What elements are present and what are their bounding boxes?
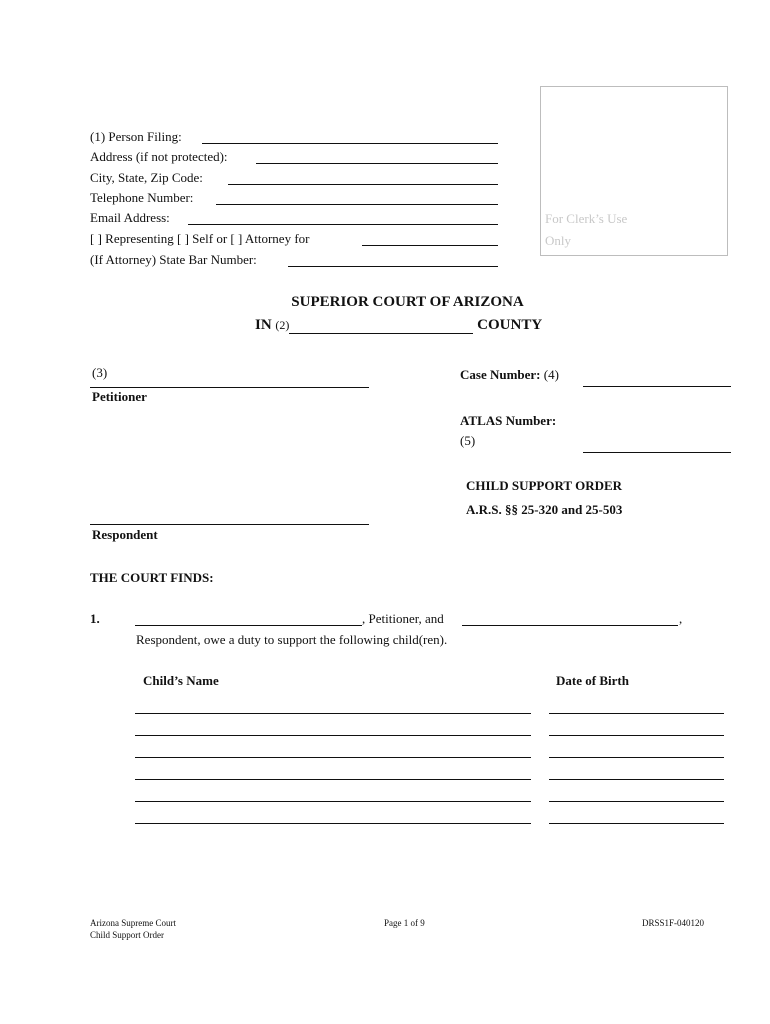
- state-bar-row: [90, 252, 500, 272]
- attorney-for-field[interactable]: [362, 245, 498, 246]
- telephone-row: [90, 190, 500, 210]
- finding-1-comma: ,: [679, 611, 683, 626]
- county-line: [255, 316, 542, 334]
- address-row: [90, 149, 500, 169]
- child-name-field[interactable]: [135, 713, 531, 714]
- atlas-number-field[interactable]: [583, 452, 731, 453]
- county-label: COUNTY: [477, 317, 543, 333]
- finding-1-petitioner-field[interactable]: [135, 625, 362, 626]
- petitioner-num: (3): [92, 365, 108, 380]
- person-filing-row: [90, 129, 500, 149]
- finding-1-line2: Respondent, owe a duty to support the following child(ren).: [136, 632, 448, 647]
- child-dob-field[interactable]: [549, 823, 724, 824]
- child-dob-field[interactable]: [549, 757, 724, 758]
- petitioner-field[interactable]: [90, 387, 369, 388]
- finding-1-respondent-field[interactable]: [462, 625, 678, 626]
- clerk-box-line2: Only: [545, 233, 571, 248]
- footer-form-code: DRSS1F-040120: [642, 918, 705, 928]
- child-name-field[interactable]: [135, 823, 531, 824]
- respondent-field[interactable]: [90, 524, 369, 525]
- county-field[interactable]: [289, 319, 473, 334]
- county-num: (2): [275, 318, 290, 332]
- case-number-field[interactable]: [583, 386, 731, 387]
- city-state-zip-row: [90, 170, 500, 190]
- city-state-zip-label: City, State, Zip Code:: [90, 170, 203, 185]
- respondent-label: Respondent: [92, 527, 158, 542]
- email-row: [90, 210, 500, 230]
- child-dob-field[interactable]: [549, 735, 724, 736]
- case-number-label: Case Number:: [460, 367, 541, 382]
- child-dob-field[interactable]: [549, 801, 724, 802]
- child-name-field[interactable]: [135, 801, 531, 802]
- person-filing-label: (1) Person Filing:: [90, 129, 182, 144]
- case-number-line: [460, 367, 559, 383]
- address-field[interactable]: [256, 163, 498, 164]
- dob-header: Date of Birth: [556, 673, 629, 688]
- footer-form-name: Child Support Order: [90, 930, 164, 940]
- petitioner-label: Petitioner: [92, 389, 147, 404]
- representing-label: [ ] Representing [ ] Self or [ ] Attorney for: [90, 231, 310, 246]
- child-name-field[interactable]: [135, 779, 531, 780]
- state-bar-label: (If Attorney) State Bar Number:: [90, 252, 257, 267]
- telephone-label: Telephone Number:: [90, 190, 194, 205]
- atlas-number-label: ATLAS Number:: [460, 413, 557, 428]
- finding-1-petitioner-text: , Petitioner, and: [362, 611, 444, 626]
- clerk-use-box: [540, 86, 728, 256]
- court-title: SUPERIOR COURT OF ARIZONA: [291, 294, 524, 310]
- finding-1-number: 1.: [90, 611, 100, 626]
- footer-org: Arizona Supreme Court: [90, 918, 176, 928]
- telephone-field[interactable]: [216, 204, 498, 205]
- email-field[interactable]: [188, 224, 498, 225]
- clerk-box-line1: For Clerk’s Use: [545, 211, 628, 226]
- order-statute: A.R.S. §§ 25-320 and 25-503: [466, 502, 623, 517]
- address-label: Address (if not protected):: [90, 149, 228, 164]
- city-state-zip-field[interactable]: [228, 184, 498, 185]
- county-in-label: IN: [255, 317, 272, 333]
- footer-page-number: Page 1 of 9: [384, 918, 425, 928]
- email-label: Email Address:: [90, 210, 170, 225]
- child-dob-field[interactable]: [549, 713, 724, 714]
- case-number-num: (4): [543, 367, 559, 382]
- child-dob-field[interactable]: [549, 779, 724, 780]
- child-name-field[interactable]: [135, 735, 531, 736]
- court-finds-heading: THE COURT FINDS:: [90, 570, 214, 585]
- person-filing-field[interactable]: [202, 143, 498, 144]
- child-name-field[interactable]: [135, 757, 531, 758]
- child-name-header: Child’s Name: [143, 673, 219, 688]
- state-bar-field[interactable]: [288, 266, 498, 267]
- order-title: CHILD SUPPORT ORDER: [466, 478, 623, 493]
- representing-row: [90, 231, 500, 251]
- atlas-number-num: (5): [460, 433, 476, 448]
